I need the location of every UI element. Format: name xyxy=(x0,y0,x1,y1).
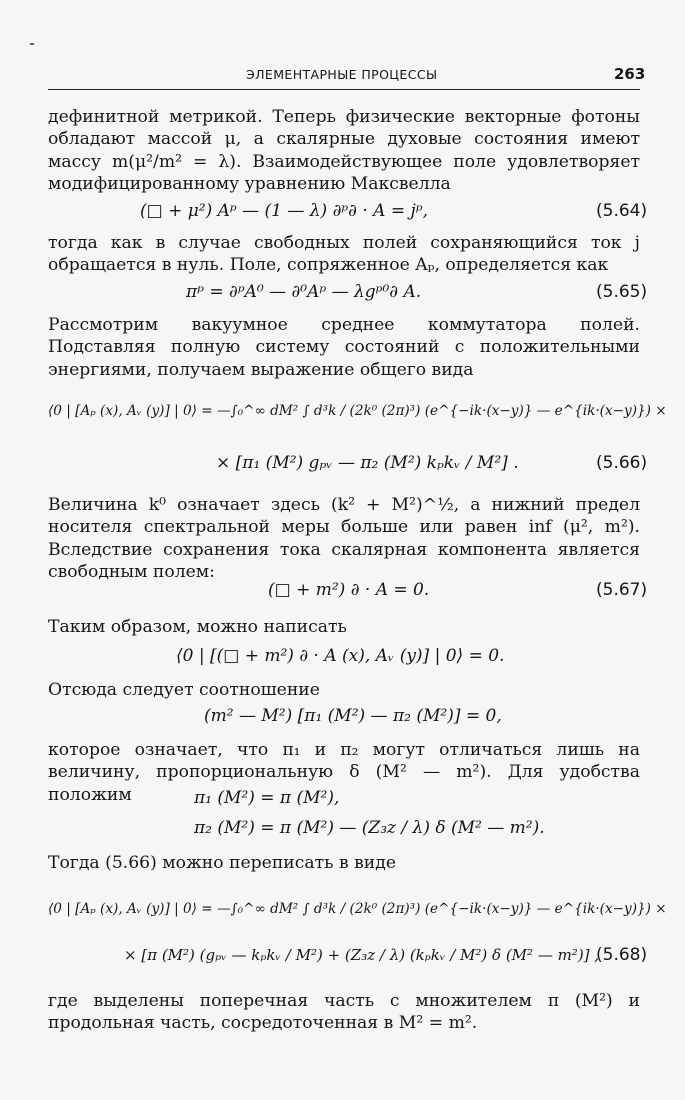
equation-number-5-65: (5.65) xyxy=(596,282,648,302)
equation-number-5-67: (5.67) xyxy=(596,580,648,600)
equation-number-5-68: (5.68) xyxy=(596,945,648,965)
paragraph-7: которое означает, что π₁ и π₂ могут отличаться лишь на величину, пропорциональную δ (M² — m²). Для удобства положим xyxy=(48,740,640,805)
equation-5-65: πᵖ = ∂ᵖA⁰ — ∂⁰Aᵖ — λgᵖ⁰∂ A. xyxy=(186,282,422,302)
equation-pi2-definition: π₂ (M²) = π (M²) — (Z₃z / λ) δ (M² — m²). xyxy=(194,818,545,838)
equation-5-64: (□ + μ²) Aᵖ — (1 — λ) ∂ᵖ∂ · A = jᵖ, xyxy=(140,201,428,221)
equation-5-68-line-2: × [π (M²) (gₚᵥ — kₚkᵥ / M²) + (Z₃z / λ) (kₚkᵥ / M²) δ (M² — m²)] , xyxy=(124,946,600,964)
equation-mass-relation: (m² — M²) [π₁ (M²) — π₂ (M²)] = 0, xyxy=(204,706,502,726)
equation-pi1-definition: π₁ (M²) = π (M²), xyxy=(194,788,340,808)
paragraph-9: где выделены поперечная часть с множителем π (M²) и продольная часть, сосредоточенная в M² = m². xyxy=(48,991,640,1034)
equation-5-68-line-1: ⟨0 | [Aₚ (x), Aᵥ (y)] | 0⟩ = —∫₀^∞ dM² ∫ d³k / (2k⁰ (2π)³) (e^{−ik·(x−y)} — e^{ik·(x−y)}) × xyxy=(48,901,667,917)
scan-speck xyxy=(30,43,34,45)
equation-5-67: (□ + m²) ∂ · A = 0. xyxy=(268,580,430,600)
paragraph-8: Тогда (5.66) можно переписать в виде xyxy=(48,853,396,873)
paragraph-4: Величина k⁰ означает здесь (k² + M²)^½, а нижний предел носителя спектральной меры больше или равен inf (μ², m²). Вследствие сохранения тока скалярная компонента является свободным полем: xyxy=(48,495,640,583)
paragraph-1: дефинитной метрикой. Теперь физические векторные фотоны обладают массой μ, а скалярные духовые состояния имеют массу m(μ²/m² = λ). Взаимодействующее поле удовлетворяет модифицированному уравнению Максвелла xyxy=(48,107,640,195)
paragraph-3: Рассмотрим вакуумное среднее коммутатора полей. Подставляя полную систему состояний с положительными энергиями, получаем выражение общего вида xyxy=(48,315,640,380)
equation-number-5-64: (5.64) xyxy=(596,201,648,221)
paragraph-2: тогда как в случае свободных полей сохраняющийся ток j обращается в нуль. Поле, сопряженное Aₚ, определяется как xyxy=(48,233,640,276)
paragraph-5: Таким образом, можно написать xyxy=(48,617,347,637)
running-title: ЭЛЕМЕНТАРНЫЕ ПРОЦЕССЫ xyxy=(246,67,438,82)
header-rule xyxy=(48,89,640,90)
running-header xyxy=(0,64,685,88)
equation-number-5-66: (5.66) xyxy=(596,453,648,473)
equation-5-66-line-2: × [π₁ (M²) gₚᵥ — π₂ (M²) kₚkᵥ / M²] . xyxy=(216,453,519,473)
page-number: 263 xyxy=(614,65,646,83)
paragraph-6: Отсюда следует соотношение xyxy=(48,680,320,700)
equation-commutator-zero: ⟨0 | [(□ + m²) ∂ · A (x), Aᵥ (y)] | 0⟩ = 0. xyxy=(176,646,505,666)
equation-5-66-line-1: ⟨0 | [Aₚ (x), Aᵥ (y)] | 0⟩ = —∫₀^∞ dM² ∫ d³k / (2k⁰ (2π)³) (e^{−ik·(x−y)} — e^{ik·(x−y)}) × xyxy=(48,403,667,419)
